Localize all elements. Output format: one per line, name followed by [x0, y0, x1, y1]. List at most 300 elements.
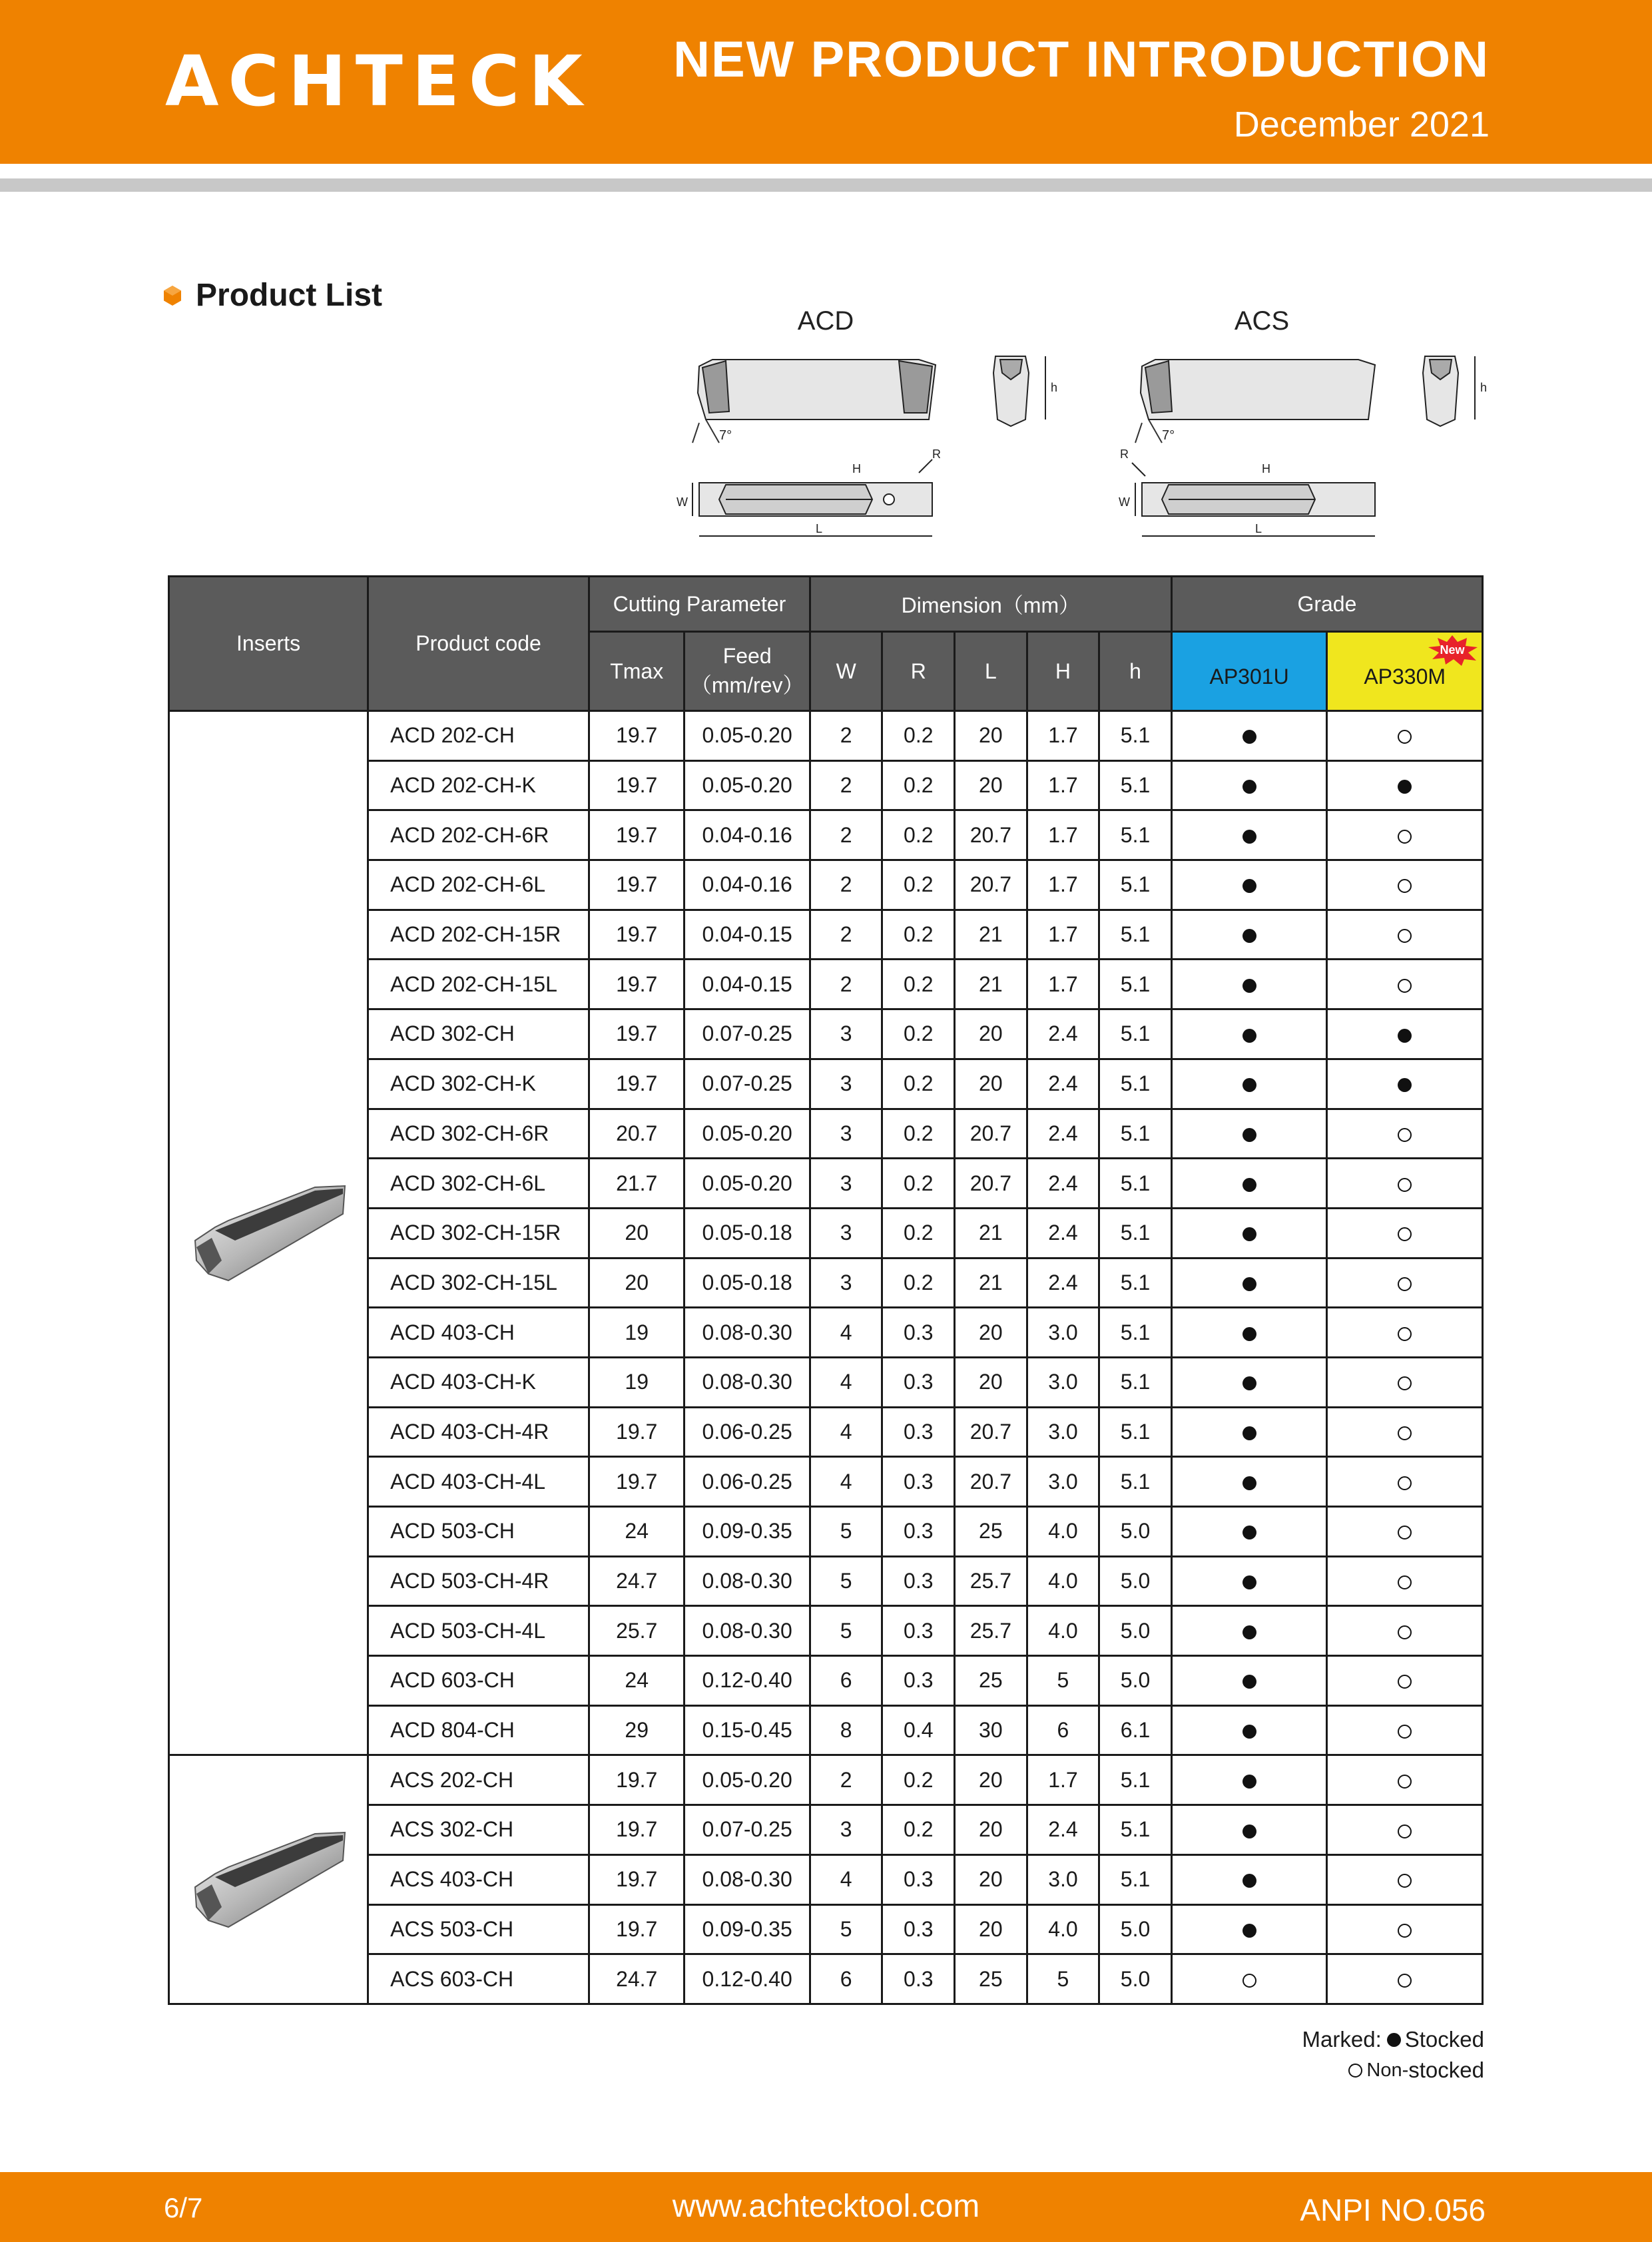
header-dimension: Dimension（mm） — [810, 577, 1171, 632]
acd-l-label: L — [816, 522, 823, 535]
stocked-filled-circle-icon — [1242, 1924, 1256, 1938]
cell-r: 0.3 — [882, 1407, 955, 1457]
cell-grade-ap301u — [1171, 1904, 1327, 1954]
cell-l: 25 — [955, 1954, 1027, 2004]
cell-w: 2 — [810, 711, 882, 761]
cell-r: 0.2 — [882, 1755, 955, 1805]
cell-tmax: 19.7 — [589, 1854, 685, 1904]
cell-feed: 0.05-0.20 — [685, 1159, 810, 1209]
stocked-filled-circle-icon — [1242, 979, 1256, 993]
cell-l: 20 — [955, 1059, 1027, 1109]
acd-h-small-label: h — [1051, 381, 1058, 394]
cell-w: 5 — [810, 1606, 882, 1656]
cell-h: 5.1 — [1099, 711, 1172, 761]
cell-grade-ap301u — [1171, 1854, 1327, 1904]
hollow-circle-icon — [1348, 2064, 1362, 2078]
acd-w-label: W — [677, 495, 688, 509]
cell-product-code: ACD 302-CH-6R — [368, 1109, 589, 1159]
page-header — [0, 0, 1652, 164]
cell-product-code: ACD 403-CH-K — [368, 1357, 589, 1407]
cell-r: 0.2 — [882, 1059, 955, 1109]
cell-feed: 0.08-0.30 — [685, 1357, 810, 1407]
cell-product-code: ACD 202-CH — [368, 711, 589, 761]
cell-h: 5.0 — [1099, 1656, 1172, 1706]
cell-w: 2 — [810, 960, 882, 1009]
cell-feed: 0.12-0.40 — [685, 1656, 810, 1706]
cell-grade-ap301u — [1171, 1357, 1327, 1407]
non-stocked-hollow-circle-icon — [1398, 1775, 1412, 1789]
cell-h: 5.1 — [1099, 1159, 1172, 1209]
cell-h: 5.1 — [1099, 1357, 1172, 1407]
cell-r: 0.3 — [882, 1954, 955, 2004]
stocked-filled-circle-icon — [1242, 879, 1256, 893]
cell-grade-ap330m — [1327, 1308, 1483, 1358]
cell-grade-ap301u — [1171, 1109, 1327, 1159]
page-footer — [0, 2172, 1652, 2242]
cell-r: 0.2 — [882, 1109, 955, 1159]
cell-feed: 0.05-0.20 — [685, 1755, 810, 1805]
cell-w: 5 — [810, 1556, 882, 1606]
non-stocked-hollow-circle-icon — [1398, 979, 1412, 993]
cell-product-code: ACD 503-CH — [368, 1507, 589, 1557]
acd-insert-icon — [188, 1174, 348, 1287]
non-stocked-hollow-circle-icon — [1398, 1824, 1412, 1838]
non-stocked-hollow-circle-icon — [1398, 1924, 1412, 1938]
non-stocked-hollow-circle-icon — [1398, 1675, 1412, 1689]
legend-stocked-row — [1302, 2024, 1484, 2055]
cell-r: 0.4 — [882, 1705, 955, 1755]
cell-grade-ap330m — [1327, 1407, 1483, 1457]
cell-l: 21 — [955, 910, 1027, 960]
cell-product-code: ACS 403-CH — [368, 1854, 589, 1904]
cell-grade-ap301u — [1171, 1407, 1327, 1457]
cell-H: 1.7 — [1027, 1755, 1099, 1805]
page-number: 6/7 — [164, 2192, 203, 2223]
acd-angle-label: 7° — [719, 428, 732, 443]
cell-l: 20.7 — [955, 810, 1027, 860]
cell-l: 30 — [955, 1705, 1027, 1755]
cell-feed: 0.04-0.16 — [685, 810, 810, 860]
cell-w: 3 — [810, 1109, 882, 1159]
cell-H: 6 — [1027, 1705, 1099, 1755]
cell-r: 0.3 — [882, 1556, 955, 1606]
stocked-filled-circle-icon — [1242, 1725, 1256, 1739]
non-stocked-hollow-circle-icon — [1398, 1426, 1412, 1440]
cell-w: 8 — [810, 1705, 882, 1755]
cell-grade-ap301u — [1171, 1308, 1327, 1358]
cell-grade-ap330m — [1327, 1904, 1483, 1954]
header-divider — [0, 178, 1652, 192]
cell-tmax: 19.7 — [589, 1407, 685, 1457]
cell-product-code: ACD 302-CH-15R — [368, 1208, 589, 1258]
cell-tmax: 19 — [589, 1357, 685, 1407]
cell-tmax: 24.7 — [589, 1954, 685, 2004]
cell-feed: 0.08-0.30 — [685, 1308, 810, 1358]
cell-product-code: ACD 202-CH-15L — [368, 960, 589, 1009]
cell-feed: 0.04-0.15 — [685, 910, 810, 960]
cell-l: 21 — [955, 1208, 1027, 1258]
cell-r: 0.3 — [882, 1457, 955, 1507]
cell-h: 5.0 — [1099, 1954, 1172, 2004]
cell-grade-ap301u — [1171, 1258, 1327, 1308]
cell-grade-ap330m — [1327, 1059, 1483, 1109]
header-feed-label: Feed — [722, 643, 772, 668]
cell-l: 20 — [955, 1854, 1027, 1904]
cell-product-code: ACD 302-CH — [368, 1009, 589, 1059]
header-tmax: Tmax — [589, 632, 685, 711]
cell-H: 1.7 — [1027, 711, 1099, 761]
acs-w-label: W — [1119, 495, 1130, 509]
cell-tmax: 20.7 — [589, 1109, 685, 1159]
non-stocked-hollow-circle-icon — [1398, 1277, 1412, 1291]
cell-l: 21 — [955, 1258, 1027, 1308]
cell-h: 5.1 — [1099, 1258, 1172, 1308]
cell-grade-ap301u — [1171, 1755, 1327, 1805]
cell-H: 4.0 — [1027, 1507, 1099, 1557]
cell-H: 4.0 — [1027, 1606, 1099, 1656]
stocked-filled-circle-icon — [1242, 1775, 1256, 1789]
non-stocked-hollow-circle-icon — [1398, 1874, 1412, 1888]
legend-stocked-label: Stocked — [1404, 2027, 1484, 2052]
acs-end-view — [1423, 356, 1475, 426]
cell-l: 25.7 — [955, 1606, 1027, 1656]
cell-feed: 0.09-0.35 — [685, 1507, 810, 1557]
cell-tmax: 29 — [589, 1705, 685, 1755]
non-stocked-hollow-circle-icon — [1398, 1974, 1412, 1988]
cell-H: 1.7 — [1027, 760, 1099, 810]
cell-H: 3.0 — [1027, 1357, 1099, 1407]
cell-w: 3 — [810, 1805, 882, 1855]
cell-H: 1.7 — [1027, 810, 1099, 860]
cell-grade-ap330m — [1327, 1854, 1483, 1904]
cell-feed: 0.04-0.15 — [685, 960, 810, 1009]
cell-w: 6 — [810, 1656, 882, 1706]
cell-grade-ap301u — [1171, 960, 1327, 1009]
acs-insert-icon — [188, 1821, 348, 1934]
non-stocked-hollow-circle-icon — [1398, 830, 1412, 844]
stocked-filled-circle-icon — [1242, 929, 1256, 943]
header-H: H — [1027, 632, 1099, 711]
cell-grade-ap330m — [1327, 1805, 1483, 1855]
acs-insert-image-cell — [169, 1755, 368, 2004]
acs-H-label: H — [1262, 462, 1270, 475]
cell-feed: 0.15-0.45 — [685, 1705, 810, 1755]
cell-product-code: ACD 403-CH-4R — [368, 1407, 589, 1457]
cell-feed: 0.08-0.30 — [685, 1556, 810, 1606]
cell-grade-ap301u — [1171, 1208, 1327, 1258]
non-stocked-hollow-circle-icon — [1398, 1178, 1412, 1192]
cell-l: 20.7 — [955, 1109, 1027, 1159]
cell-h: 5.1 — [1099, 1407, 1172, 1457]
cell-r: 0.2 — [882, 1258, 955, 1308]
cell-H: 5 — [1027, 1954, 1099, 2004]
cell-tmax: 19.7 — [589, 1059, 685, 1109]
cell-grade-ap301u — [1171, 1705, 1327, 1755]
grade-ap301u-label: AP301U — [1209, 664, 1289, 689]
cell-tmax: 19.7 — [589, 1009, 685, 1059]
non-stocked-hollow-circle-icon — [1398, 1725, 1412, 1739]
cell-w: 4 — [810, 1308, 882, 1358]
cell-w: 3 — [810, 1159, 882, 1209]
cell-w: 3 — [810, 1258, 882, 1308]
stocked-filled-circle-icon — [1242, 1029, 1256, 1043]
cell-l: 25 — [955, 1656, 1027, 1706]
cell-grade-ap330m — [1327, 1357, 1483, 1407]
cell-w: 2 — [810, 860, 882, 910]
cell-H: 5 — [1027, 1656, 1099, 1706]
stocked-filled-circle-icon — [1242, 1675, 1256, 1689]
cell-product-code: ACD 202-CH-K — [368, 760, 589, 810]
cell-grade-ap330m — [1327, 910, 1483, 960]
acs-angle-label: 7° — [1162, 428, 1175, 443]
legend-non-stocked-label: stocked — [1408, 2058, 1484, 2082]
legend-marked-label: Marked: — [1302, 2027, 1382, 2052]
cell-grade-ap330m — [1327, 1009, 1483, 1059]
cell-l: 20 — [955, 711, 1027, 761]
stocked-filled-circle-icon — [1242, 1128, 1256, 1142]
new-badge-icon — [1424, 634, 1480, 666]
cell-h: 5.1 — [1099, 1059, 1172, 1109]
non-stocked-hollow-circle-icon — [1398, 730, 1412, 744]
stocked-filled-circle-icon — [1242, 1625, 1256, 1639]
cell-l: 20.7 — [955, 1457, 1027, 1507]
cell-grade-ap301u — [1171, 760, 1327, 810]
cell-l: 20.7 — [955, 1407, 1027, 1457]
cell-r: 0.3 — [882, 1904, 955, 1954]
cell-grade-ap301u — [1171, 1606, 1327, 1656]
cell-product-code: ACD 503-CH-4L — [368, 1606, 589, 1656]
cell-grade-ap301u — [1171, 1159, 1327, 1209]
header-grade-ap301u — [1171, 632, 1327, 711]
cell-r: 0.2 — [882, 711, 955, 761]
cell-l: 20.7 — [955, 1159, 1027, 1209]
section-heading — [164, 277, 382, 314]
cell-r: 0.2 — [882, 760, 955, 810]
cell-l: 20 — [955, 1009, 1027, 1059]
cell-product-code: ACD 202-CH-6L — [368, 860, 589, 910]
acs-label: ACS — [1234, 306, 1290, 336]
stocked-filled-circle-icon — [1242, 730, 1256, 744]
cell-r: 0.3 — [882, 1507, 955, 1557]
cell-w: 5 — [810, 1904, 882, 1954]
cell-r: 0.2 — [882, 910, 955, 960]
cell-H: 1.7 — [1027, 860, 1099, 910]
cell-product-code: ACD 202-CH-15R — [368, 910, 589, 960]
cell-w: 4 — [810, 1407, 882, 1457]
cell-tmax: 21.7 — [589, 1159, 685, 1209]
non-stocked-hollow-circle-icon — [1398, 1526, 1412, 1540]
cell-grade-ap330m — [1327, 760, 1483, 810]
cell-h: 5.0 — [1099, 1507, 1172, 1557]
new-badge-text: New — [1440, 643, 1465, 657]
cell-feed: 0.07-0.25 — [685, 1059, 810, 1109]
acd-end-view — [993, 356, 1045, 426]
cell-r: 0.2 — [882, 810, 955, 860]
cell-grade-ap330m — [1327, 1457, 1483, 1507]
cell-l: 20 — [955, 1904, 1027, 1954]
cell-grade-ap330m — [1327, 1954, 1483, 2004]
cell-h: 5.1 — [1099, 1109, 1172, 1159]
acd-label: ACD — [797, 306, 854, 336]
cell-tmax: 20 — [589, 1258, 685, 1308]
stocked-filled-circle-icon — [1242, 1327, 1256, 1341]
stocked-filled-circle-icon — [1242, 1178, 1256, 1192]
cell-h: 5.1 — [1099, 1457, 1172, 1507]
cell-grade-ap330m — [1327, 1507, 1483, 1557]
non-stocked-hollow-circle-icon — [1398, 1476, 1412, 1490]
cell-h: 5.1 — [1099, 760, 1172, 810]
cell-h: 5.0 — [1099, 1904, 1172, 1954]
cell-feed: 0.09-0.35 — [685, 1904, 810, 1954]
cell-tmax: 19.7 — [589, 711, 685, 761]
cell-H: 4.0 — [1027, 1904, 1099, 1954]
cell-grade-ap301u — [1171, 711, 1327, 761]
cell-product-code: ACS 603-CH — [368, 1954, 589, 2004]
acs-top-view — [1132, 463, 1375, 536]
table-row — [169, 1755, 1483, 1805]
non-stocked-hollow-circle-icon — [1398, 1376, 1412, 1390]
cell-l: 20 — [955, 1357, 1027, 1407]
cell-l: 25 — [955, 1507, 1027, 1557]
non-stocked-hollow-circle-icon — [1398, 879, 1412, 893]
cell-h: 5.1 — [1099, 810, 1172, 860]
cell-tmax: 19.7 — [589, 1457, 685, 1507]
acd-insert-image-cell — [169, 711, 368, 1755]
cell-r: 0.3 — [882, 1308, 955, 1358]
header-title: NEW PRODUCT INTRODUCTION — [673, 31, 1490, 88]
header-feed — [685, 632, 810, 711]
cell-H: 2.4 — [1027, 1805, 1099, 1855]
cell-feed: 0.07-0.25 — [685, 1009, 810, 1059]
cell-grade-ap301u — [1171, 1805, 1327, 1855]
cell-tmax: 24.7 — [589, 1556, 685, 1606]
header-product-code: Product code — [368, 577, 589, 711]
cell-h: 5.1 — [1099, 1854, 1172, 1904]
cell-grade-ap330m — [1327, 1606, 1483, 1656]
cell-product-code: ACS 503-CH — [368, 1904, 589, 1954]
stocked-filled-circle-icon — [1242, 1227, 1256, 1241]
cell-w: 2 — [810, 810, 882, 860]
cell-w: 3 — [810, 1059, 882, 1109]
insert-technical-drawings — [653, 306, 1512, 559]
cell-product-code: ACS 202-CH — [368, 1755, 589, 1805]
cell-h: 5.1 — [1099, 1755, 1172, 1805]
cell-grade-ap301u — [1171, 810, 1327, 860]
cell-r: 0.2 — [882, 1009, 955, 1059]
cell-tmax: 19 — [589, 1308, 685, 1358]
header-l: L — [955, 632, 1027, 711]
filled-circle-icon — [1387, 2033, 1401, 2047]
cell-grade-ap301u — [1171, 860, 1327, 910]
cell-tmax: 19.7 — [589, 860, 685, 910]
website-url: www.achtecktool.com — [672, 2189, 980, 2224]
non-stocked-hollow-circle-icon — [1398, 1625, 1412, 1639]
cell-H: 2.4 — [1027, 1009, 1099, 1059]
cell-product-code: ACS 302-CH — [368, 1805, 589, 1855]
cell-w: 2 — [810, 1755, 882, 1805]
cell-tmax: 19.7 — [589, 810, 685, 860]
cell-H: 3.0 — [1027, 1407, 1099, 1457]
cell-h: 5.1 — [1099, 1208, 1172, 1258]
cell-l: 21 — [955, 960, 1027, 1009]
acd-H-label: H — [852, 462, 861, 475]
cell-H: 2.4 — [1027, 1059, 1099, 1109]
cell-H: 3.0 — [1027, 1854, 1099, 1904]
cell-r: 0.2 — [882, 1805, 955, 1855]
cell-grade-ap301u — [1171, 910, 1327, 960]
cell-H: 2.4 — [1027, 1258, 1099, 1308]
stocked-filled-circle-icon — [1398, 1029, 1412, 1043]
cell-h: 5.0 — [1099, 1606, 1172, 1656]
stocked-filled-circle-icon — [1398, 780, 1412, 794]
cell-H: 1.7 — [1027, 960, 1099, 1009]
cell-h: 5.1 — [1099, 1009, 1172, 1059]
stocked-filled-circle-icon — [1242, 1078, 1256, 1092]
cell-l: 20 — [955, 1308, 1027, 1358]
stocked-filled-circle-icon — [1242, 1526, 1256, 1540]
anpi-number: ANPI NO.056 — [1300, 2193, 1486, 2227]
legend-non-prefix: Non- — [1366, 2060, 1409, 2081]
stocked-filled-circle-icon — [1398, 1078, 1412, 1092]
cell-feed: 0.05-0.20 — [685, 711, 810, 761]
cell-feed: 0.08-0.30 — [685, 1854, 810, 1904]
cell-product-code: ACD 603-CH — [368, 1656, 589, 1706]
cell-product-code: ACD 403-CH — [368, 1308, 589, 1358]
section-title: Product List — [196, 278, 383, 313]
cell-r: 0.2 — [882, 960, 955, 1009]
cell-grade-ap301u — [1171, 1059, 1327, 1109]
cell-r: 0.3 — [882, 1606, 955, 1656]
cell-w: 3 — [810, 1009, 882, 1059]
stocked-filled-circle-icon — [1242, 1824, 1256, 1838]
cell-feed: 0.05-0.20 — [685, 1109, 810, 1159]
header-cutting-parameter: Cutting Parameter — [589, 577, 810, 632]
cell-r: 0.3 — [882, 1357, 955, 1407]
stocked-filled-circle-icon — [1242, 1426, 1256, 1440]
non-stocked-hollow-circle-icon — [1398, 1327, 1412, 1341]
cell-feed: 0.08-0.30 — [685, 1606, 810, 1656]
cell-grade-ap301u — [1171, 1009, 1327, 1059]
header-h: h — [1099, 632, 1172, 711]
cell-h: 5.0 — [1099, 1556, 1172, 1606]
cell-w: 4 — [810, 1457, 882, 1507]
non-stocked-hollow-circle-icon — [1398, 1128, 1412, 1142]
cell-h: 5.1 — [1099, 960, 1172, 1009]
cell-grade-ap330m — [1327, 1109, 1483, 1159]
cell-feed: 0.06-0.25 — [685, 1457, 810, 1507]
table-header — [169, 577, 1483, 711]
stocked-filled-circle-icon — [1242, 1476, 1256, 1490]
cell-grade-ap301u — [1171, 1507, 1327, 1557]
cell-grade-ap301u — [1171, 1656, 1327, 1706]
acs-r-label: R — [1120, 447, 1129, 461]
cell-l: 20 — [955, 1805, 1027, 1855]
cell-grade-ap330m — [1327, 1705, 1483, 1755]
cell-grade-ap330m — [1327, 1556, 1483, 1606]
acd-top-view — [692, 459, 932, 536]
table-row — [169, 711, 1483, 761]
cell-tmax: 24 — [589, 1507, 685, 1557]
cell-grade-ap301u — [1171, 1457, 1327, 1507]
cell-w: 3 — [810, 1208, 882, 1258]
acs-l-label: L — [1255, 522, 1262, 535]
cell-feed: 0.05-0.18 — [685, 1258, 810, 1308]
header-inserts: Inserts — [169, 577, 368, 711]
cell-tmax: 20 — [589, 1208, 685, 1258]
cell-grade-ap330m — [1327, 1208, 1483, 1258]
cell-grade-ap301u — [1171, 1556, 1327, 1606]
cell-l: 20 — [955, 760, 1027, 810]
